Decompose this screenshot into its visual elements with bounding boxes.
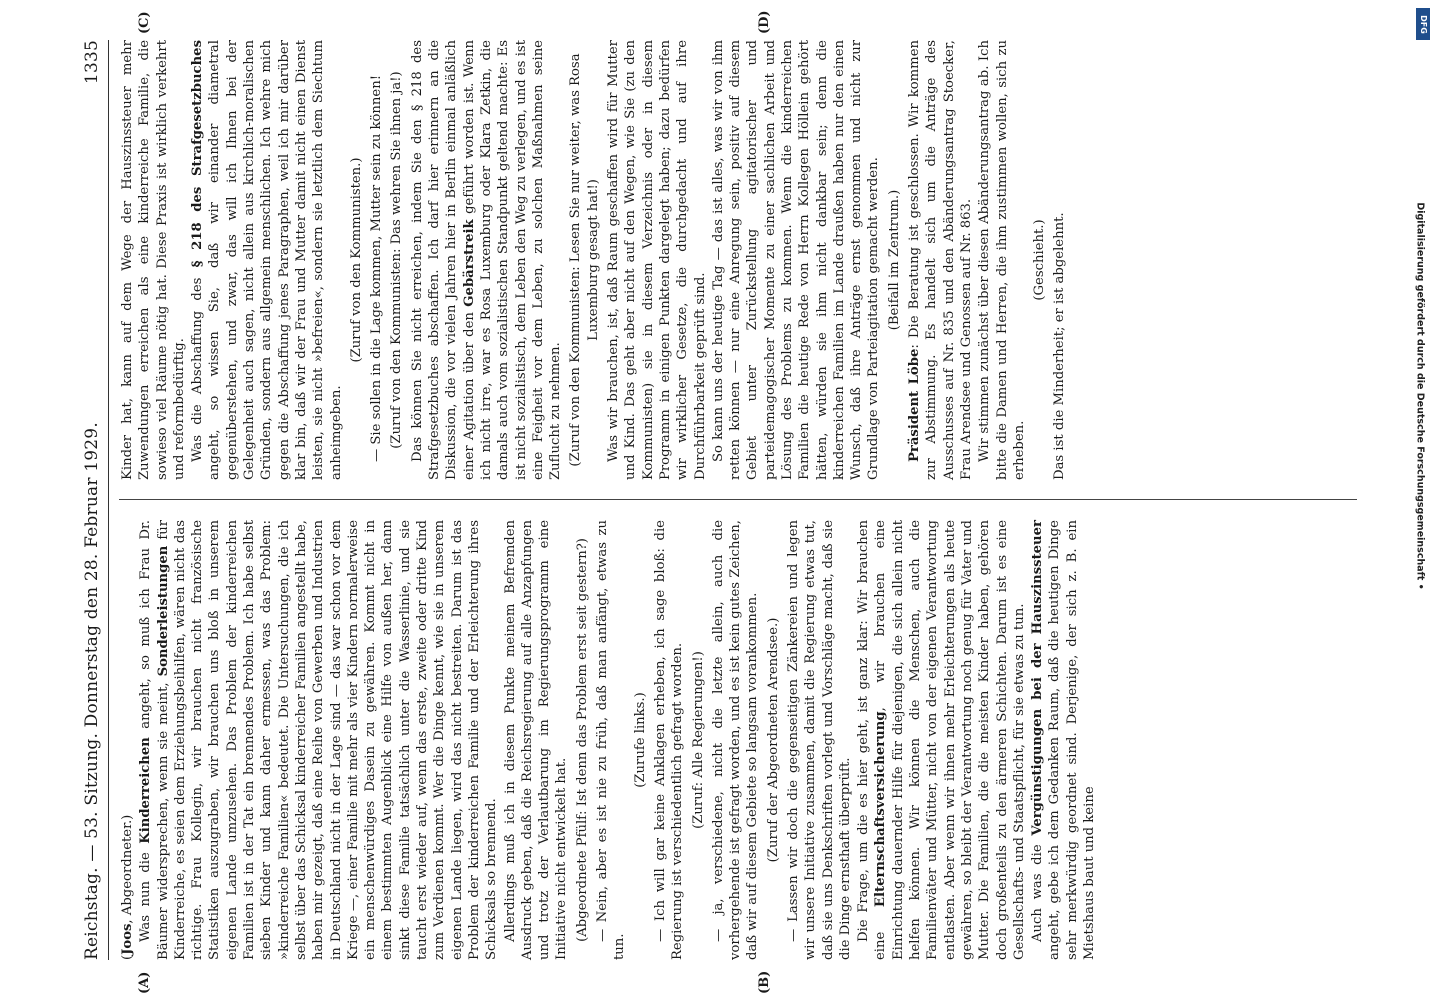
paragraph: Präsident Löbe: Die Beratung ist geschlossen. Wir kommen zur Abstimmung. Es handelt sich um die Anträge des Ausschusses auf Nr. 835 und den Abänderungsantrag Stoecker, Frau Arendsee und Genossen auf Nr. 863. xyxy=(907,40,974,480)
margin-mark-a: (A) xyxy=(137,971,152,994)
interjection: (Zuruf: Alle Regierungen!) xyxy=(690,651,706,829)
paragraph: — Lassen wir doch die gegenseitigen Zänkereien und legen wir unsere Initiative zusammen, damit die Regierung etwas tut, daß sie uns Denkschriften vorlegt und Vorschläge macht, daß sie die Dinge ernsthaft überprüft. xyxy=(785,520,853,960)
paragraph: Auch was die Vergünstigungen bei der Hauszinssteuer angeht, gebe ich dem Gedanken Raum, daß die heutigen Dinge sehr merkwürdig geordnet sind. Derjenige, der sich z. B. ein Mietshaus baut und keine xyxy=(1030,520,1098,960)
interjection: (Zuruf von den Kommunisten: Das wehren Sie ihnen ja!) xyxy=(389,71,405,449)
interjection: (Abgeordnete Pfülf: Ist denn das Problem erst seit gestern?) xyxy=(574,538,590,942)
paragraph: Kinder hat, kann auf dem Wege der Hauszinssteuer mehr Zuwendungen erreichen als eine kinderreiche Familie, die sowieso viel Räume nötig hat. Diese Praxis ist wirklich verkehrt und reformbedürftig. xyxy=(120,40,187,480)
paragraph: Die Frage, um die es hier geht, ist ganz klar: Wir brauchen eine Elternschaftsversicherung, wir brauchen eine Einrichtung dauernder Hilfe für diejenigen, die sich allein nicht helfen können. Wir können die Menschen, auch die Familienväter und Mütter, nicht von der eigenen Verantwortung entlasten. Aber wenn wir ihnen mehr Erleichterungen als heute gewähren, so bleibt der Verantwortung noch genug für Vater und Mutter. Die Familien, die die meisten Kinder haben, gehören doch großenteils zu den ärmeren Schichten. Darum ist es eine Gesellschafts- und Staatspflicht, für sie etwas zu tun. xyxy=(856,520,1027,960)
margin-mark-c: (C) xyxy=(137,11,152,34)
margin-mark-d: (D) xyxy=(757,10,772,34)
dfg-logo: DFG xyxy=(1416,8,1430,40)
paragraph: — ja, verschiedene, nicht die letzte allein, auch die vorhergehende ist gefragt worden, und es ist kein gutes Zeichen, daß wir auf diesem Gebiete so langsam vorankommen. xyxy=(710,520,761,960)
paragraph: Was die Abschaffung des § 218 des Strafgesetzbuches angeht, so wissen Sie, daß wir einander diametral gegenüberstehen, und zwar, das will ich Ihnen bei der Gelegenheit auch sagen, nicht allein aus kirchlich-moralischen Gründen, sondern aus allgemein menschlichen. Ich wehre mich gegen die Abschaffung jenes Paragraphen, weil ich mir darüber klar bin, daß wir der Frau und Mutter damit nicht einen Dienst leisten, sie nicht »befreien«, sondern sie letztlich dem Siechtum anheimgeben. xyxy=(190,40,344,480)
paragraph: (Joos, Abgeordneter.) xyxy=(120,814,135,960)
interjection: (Zuruf der Abgeordneten Arendsee.) xyxy=(765,617,781,863)
column-divider xyxy=(119,499,1357,500)
paragraph: So kann uns der heutige Tag — das ist alles, was wir von ihm retten können — nur eine Anregung sein, positiv auf diesem Gebiet unter Zurückstellung agitatorischer und parteidemagogischer Momente zu einer sachlichen Arbeit und Lösung des Problems zu kommen. Wenn die kinderreichen Familien die heutige Rede von Herrn Kollegen Höllein gehört hätten, würden sie ihm nicht dankbar sein; denn die kinderreichen Familien im Lande draußen haben nur den einen Wunsch, daß ihre Anträge ernst genommen und nicht zur Grundlage von Parteiagitation gemacht werden. xyxy=(710,40,882,480)
paragraph: — Sie sollen in die Lage kommen, Mutter sein zu können! xyxy=(369,74,385,462)
paragraph: Was nun die Kinderreichen angeht, so muß ich Frau Dr. Bäumer widersprechen, wenn sie meint, Sonderleistungen für Kinderreiche, es seien dem Erziehungsbeihilfen, wären nicht das richtige. Frau Kollegin, wir brauchen nicht französische Statistiken auszugraben, wir brauchen uns bloß in unserem eigenen Lande umzusehen. Das Problem der kinderreichen Familien ist in der Tat ein brennendes Problem. Ich habe selbst sieben Kinder und kann daher ermessen, was das Problem: »kinderreiche Familien« bedeutet. Die Untersuchungen, die ich selbst über das Schicksal kinderreicher Familien angestellt habe, haben mir gezeigt, daß eine Reihe von Gewerben und Industrien in Deutschland nicht in der Lage sind — das war schon vor dem Kriege —, einer Familie mit mehr als vier Kindern normalerweise ein menschenwürdiges Dasein zu gewähren. Kommt nicht in einem bestimmten Augenblick eine Hilfe von außen her, dann sinkt diese Familie tatsächlich unter die Wasserlinie, und sie taucht erst wieder auf, wenn das erste, zweite oder dritte Kind zum Verdienen kommt. Wer die Dinge kennt, wie sie in unserem eigenen Lande liegen, wird das nicht bestreiten. Darum ist das Problem der kinderreichen Familie und der Erleichterung ihres Schicksals so brennend. xyxy=(138,519,500,960)
rotated-newspaper-sheet xyxy=(77,10,1357,994)
header-rule xyxy=(108,40,109,960)
paragraph: Allerdings muß ich in diesem Punkte meinem Befremden Ausdruck geben, daß die Reichsregierung auf alle Anzapfungen und trotz der Verlautbarung im Regierungsprogramm eine Initiative nicht entwickelt hat. xyxy=(502,520,570,960)
digitization-credit-text: Digitalisierung gefördert durch die Deutsche Forschungsgemeinschaft • xyxy=(1414,202,1426,590)
page-header-title: Reichstag. — 53. Sitzung. Donnerstag den 28. Februar 1929. xyxy=(82,422,102,960)
interjection: (Zurufe links.) xyxy=(632,692,648,788)
page-number: 1335 xyxy=(82,40,102,85)
paragraph: Was wir brauchen, ist, daß Raum geschaffen wird für Mutter und Kind. Das geht aber nicht auf den Wegen, wie Sie (zu den Kommunisten) sie in diesem Verzeichnis oder in diesem Programm in einigen Punkten dargelegt haben; dazu bedürfen wir wirklicher Gesetze, die durchgedacht und auf ihre Durchführbarkeit geprüft sind. xyxy=(606,40,708,480)
page-header xyxy=(77,40,107,960)
paragraph: Das ist die Minderheit; er ist abgelehnt. xyxy=(1052,212,1068,480)
digitization-credit xyxy=(1410,46,1430,746)
margin-mark-b: (B) xyxy=(757,970,772,994)
paragraph: — Ich will gar keine Anklagen erheben, ich sage bloß: die Regierung ist verschiedentlich gefragt worden. xyxy=(652,520,686,960)
interjection: (Beifall im Zentrum.) xyxy=(886,189,902,331)
interjection: (Zuruf von den Kommunisten.) xyxy=(348,157,364,363)
interjection: (Geschieht.) xyxy=(1032,219,1048,301)
paragraph: Das können Sie nicht erreichen, indem Sie den § 218 des Strafgesetzbuches abschaffen. Ich darf hier erinnern an die Diskussion, die vor vielen Jahren hier in Berlin einmal anläßlich einer Agitation über den Gebärstreik geführt worden ist. Wenn ich nicht irre, war es Rosa Luxemburg oder Klara Zetkin, die damals auch vom sozialistischen Standpunkt geltend machte: Es ist nicht sozialistisch, dem Leben den Weg zu verlegen, und es ist eine Feigheit vor dem Leben, zu solchen Maßnahmen seine Zuflucht zu nehmen. xyxy=(409,40,564,480)
paragraph: Wir stimmen zunächst über diesen Abänderungsantrag ab. Ich bitte die Damen und Herren, die ihm zustimmen wollen, sich zu erheben. xyxy=(977,40,1027,480)
left-text-column xyxy=(119,520,1357,960)
paragraph: — Nein, aber es ist nie zu früh, daß man anfängt, etwas zu tun. xyxy=(595,520,628,960)
interjection: (Zuruf von den Kommunisten: Lesen Sie nur weiter, was Rosa Luxemburg gesagt hat!) xyxy=(568,53,601,467)
right-text-column xyxy=(119,40,1357,480)
